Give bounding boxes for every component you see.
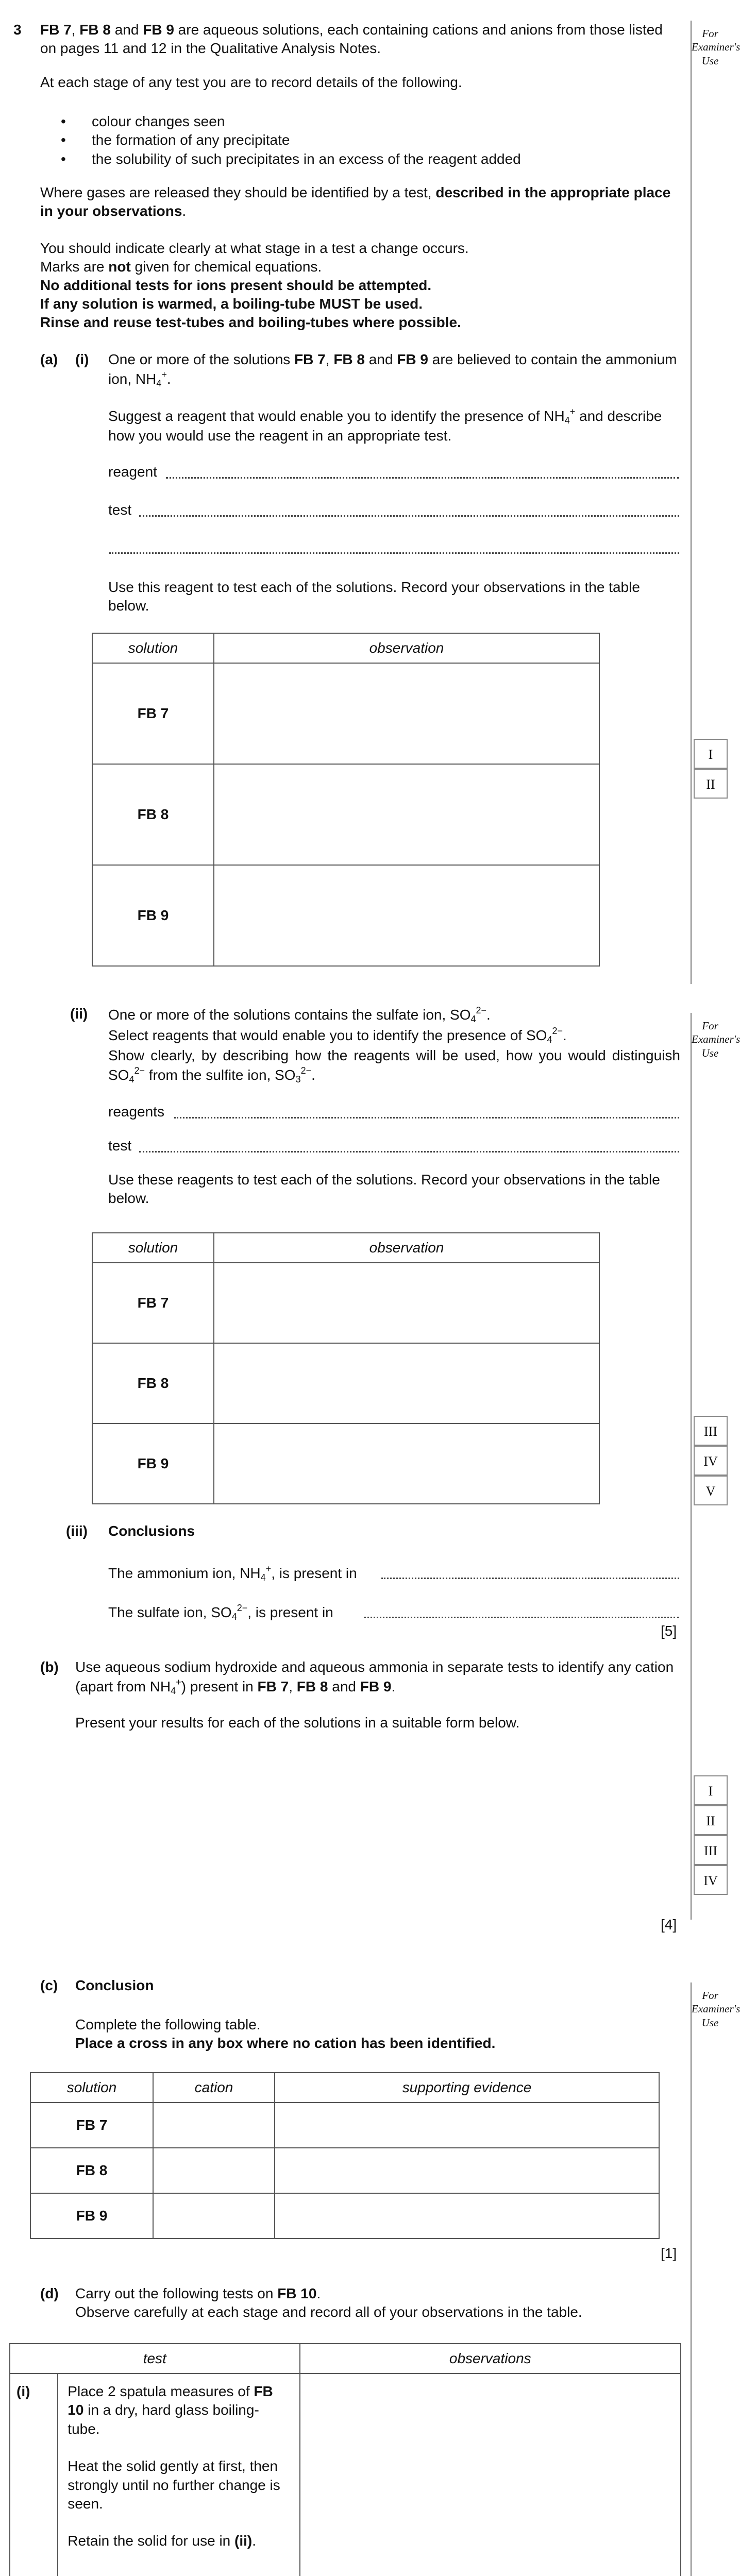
- conclusion-table: [30, 2072, 660, 2239]
- observation-cell[interactable]: [214, 1263, 599, 1343]
- subpart-ii-label: (ii): [70, 1006, 88, 1022]
- marks-not: not: [108, 259, 131, 275]
- col-solution: solution: [30, 2073, 153, 2103]
- intro-part: ,: [71, 22, 80, 38]
- subscript: 4: [260, 1572, 266, 1583]
- txt: FB 8: [296, 1679, 328, 1695]
- part-a-i-text: [108, 350, 680, 390]
- ammonium-answer-line[interactable]: [381, 1578, 679, 1579]
- col-supporting-evidence: supporting evidence: [275, 2073, 659, 2103]
- txt: , is present in: [271, 1565, 357, 1581]
- intro-part: are aqueous solutions, each containing cations and anions from those listed on pages 11 and 12 in the Qualitative Analysis Notes.: [40, 22, 663, 57]
- txt: .: [252, 2533, 257, 2549]
- examiner-use-label: [692, 1989, 740, 2029]
- evidence-cell[interactable]: [275, 2193, 659, 2239]
- superscript: +: [176, 1677, 181, 1688]
- record-instruction: At each stage of any test you are to record details of the following.: [40, 74, 462, 90]
- txt: FB 8: [333, 351, 365, 367]
- fb10-tests-table: [9, 2343, 681, 2576]
- part-c-title: Conclusion: [75, 1977, 154, 1993]
- conclusions-heading: Conclusions: [108, 1523, 195, 1539]
- ii-line2: Select reagents that would enable you to identify the presence of $SO_4^{2-}$.: [108, 1026, 567, 1045]
- instruction-para: [68, 2382, 290, 2438]
- observation-cell[interactable]: [214, 1343, 599, 1423]
- mark-box[interactable]: II: [694, 1805, 728, 1835]
- txt: and: [365, 351, 397, 367]
- part-b-text: [75, 1658, 681, 1698]
- part-a-label: (a): [40, 351, 58, 367]
- instruction-para: Heat the solid gently at first, then strongly until no further change is seen.: [68, 2458, 280, 2512]
- row-label: FB 8: [92, 1343, 214, 1423]
- question-intro: [40, 21, 679, 58]
- txt: ,: [325, 351, 334, 367]
- row-label: FB 7: [92, 1263, 214, 1343]
- row-label: FB 7: [92, 663, 214, 764]
- subscript: 4: [470, 1014, 476, 1024]
- examiner-label-line: For: [702, 1020, 718, 1032]
- txt: Suggest a reagent that would enable you to identify the presence of NH: [108, 408, 565, 424]
- part-c-complete: Complete the following table.: [75, 2016, 261, 2032]
- txt: Select reagents that would enable you to identify the presence of SO: [108, 1027, 547, 1044]
- txt: The sulfate ion, SO: [108, 1604, 232, 1620]
- txt: FB 9: [360, 1679, 392, 1695]
- superscript: +: [569, 406, 576, 417]
- superscript: +: [265, 1564, 272, 1574]
- reagent-label: reagent: [108, 464, 157, 480]
- col-test: test: [10, 2344, 300, 2374]
- mark-box[interactable]: IV: [694, 1865, 728, 1895]
- reagent-answer-line[interactable]: [166, 477, 679, 479]
- intro-part: FB 9: [143, 22, 174, 38]
- subscript: 4: [231, 1612, 237, 1622]
- cation-cell[interactable]: [153, 2193, 275, 2239]
- col-observation: observation: [214, 633, 599, 663]
- intro-part: FB 8: [79, 22, 111, 38]
- margin-rule: [691, 1982, 692, 2576]
- sulfate-answer-line[interactable]: [364, 1617, 679, 1618]
- ii-line1: One or more of the solutions contains the sulfate ion, $SO_4^{2-}$.: [108, 1005, 491, 1024]
- col-solution: solution: [92, 1233, 214, 1263]
- test-answer-line[interactable]: [109, 552, 679, 554]
- row-label: FB 8: [30, 2148, 153, 2193]
- subscript: 4: [129, 1074, 134, 1085]
- question-number: 3: [13, 22, 22, 38]
- subscript: 4: [564, 415, 570, 426]
- examiner-label-line: Use: [701, 54, 719, 67]
- mark-box[interactable]: II: [694, 769, 728, 799]
- reagents-label: reagents: [108, 1104, 164, 1120]
- subscript: 3: [295, 1074, 301, 1085]
- suggest-text: [108, 406, 680, 446]
- test-label: test: [108, 1138, 132, 1154]
- observation-cell[interactable]: [214, 663, 599, 764]
- margin-rule: [691, 1013, 692, 1920]
- evidence-cell[interactable]: [275, 2103, 659, 2148]
- txt: FB 10: [277, 2285, 317, 2301]
- subscript: 4: [171, 1686, 176, 1697]
- record-bullets: [40, 112, 659, 168]
- txt: Use aqueous sodium hydroxide and aqueous ammonia in separate tests to identify any cation (apart from NH: [75, 1659, 674, 1695]
- ammonium-results-table: [92, 633, 600, 967]
- gases-text: Where gases are released they should be identified by a test,: [40, 184, 436, 200]
- cation-cell[interactable]: [153, 2148, 275, 2193]
- row-label: FB 9: [92, 865, 214, 966]
- examiner-use-label: [692, 1019, 740, 1060]
- row-label: [10, 2374, 58, 2576]
- examiner-label-line: Use: [701, 1046, 719, 1059]
- subpart-i-label: (i): [75, 351, 89, 367]
- examiner-label-line: Examiner's: [692, 41, 740, 54]
- marks-note: [40, 258, 322, 276]
- bullet-item: • colour changes seen: [40, 112, 659, 131]
- row-label: FB 9: [30, 2193, 153, 2239]
- examiner-label-line: For: [702, 27, 718, 40]
- part-d-text2: Observe carefully at each stage and record all of your observations in the table.: [75, 2304, 582, 2320]
- txt: One or more of the solutions contains the sulfate ion, SO: [108, 1007, 471, 1023]
- bullet-item: • the formation of any precipitate: [40, 131, 659, 149]
- subscript: 4: [156, 378, 162, 389]
- instruction-bold: If any solution is warmed, a boiling-tube MUST be used.: [40, 296, 423, 312]
- observation-cell[interactable]: [214, 1423, 599, 1504]
- observation-cell[interactable]: [300, 2374, 681, 2576]
- part-b-answer-area[interactable]: [75, 1747, 678, 1901]
- ii-line3: Show clearly, by describing how the reagents will be used, how you would distinguish $SO_4^{2-}$ from the sulfite ion, $SO_3^{2-}$.: [108, 1047, 680, 1085]
- txt: .: [166, 371, 171, 387]
- mark-box[interactable]: V: [694, 1476, 728, 1505]
- reagents-answer-line[interactable]: [174, 1117, 679, 1118]
- col-observation: observation: [214, 1233, 599, 1263]
- superscript: 2−: [552, 1026, 563, 1037]
- gases-end: .: [182, 203, 187, 219]
- sulfate-results-table: [92, 1232, 600, 1504]
- col-solution: solution: [92, 633, 214, 663]
- txt: .: [391, 1679, 396, 1695]
- txt: ) present in: [181, 1679, 258, 1695]
- examiner-use-label: [692, 27, 740, 67]
- txt: , is present in: [247, 1604, 333, 1620]
- txt: FB 9: [397, 351, 428, 367]
- superscript: 2−: [134, 1065, 145, 1076]
- marks-b: [4]: [661, 1917, 677, 1933]
- test-label: test: [108, 502, 132, 518]
- cation-cell[interactable]: [153, 2103, 275, 2148]
- intro-part: and: [110, 22, 143, 38]
- test-instructions: [58, 2374, 299, 2576]
- part-c-label: (c): [40, 1977, 58, 1993]
- txt: One or more of the solutions: [108, 351, 295, 367]
- ammonium-conclusion: [108, 1563, 357, 1584]
- mark-box[interactable]: III: [694, 1835, 728, 1865]
- part-b-label: (b): [40, 1659, 59, 1675]
- use-reagent-text: Use this reagent to test each of the solutions. Record your observations in the table below.: [108, 579, 640, 614]
- gases-instruction: [40, 183, 679, 221]
- txt: Place 2 spatula measures of: [68, 2383, 254, 2399]
- examiner-label-line: For: [702, 1989, 718, 2002]
- part-a-ii-text: [108, 1005, 680, 1086]
- txt: (ii): [234, 2533, 253, 2549]
- row-label: FB 7: [30, 2103, 153, 2148]
- superscript: 2−: [300, 1065, 312, 1076]
- part-c-cross: Place a cross in any box where no cation has been identified.: [75, 2035, 496, 2051]
- row-label: FB 8: [92, 764, 214, 865]
- superscript: 2−: [476, 1005, 487, 1015]
- txt: and describe how you would use the reagent in an appropriate test.: [108, 408, 662, 444]
- txt: Retain the solid for use in: [68, 2533, 235, 2549]
- txt: and: [328, 1679, 360, 1695]
- txt: in a dry, hard glass boiling-tube.: [68, 2402, 259, 2437]
- indicate-instruction: You should indicate clearly at what stage in a test a change occurs.: [40, 240, 469, 256]
- marks-pre: Marks are: [40, 259, 109, 275]
- bullet-item: • the solubility of such precipitates in an excess of the reagent added: [40, 150, 659, 168]
- observation-cell[interactable]: [214, 865, 599, 966]
- subpart-iii-label: (iii): [66, 1523, 88, 1539]
- margin-rule: [691, 21, 692, 984]
- sulfate-conclusion: [108, 1602, 333, 1623]
- marks-a: [5]: [661, 1623, 677, 1639]
- txt: FB 7: [257, 1679, 289, 1695]
- test-answer-line[interactable]: [139, 1151, 679, 1153]
- mark-box[interactable]: IV: [694, 1446, 728, 1476]
- txt: FB 7: [294, 351, 326, 367]
- subscript: 4: [547, 1035, 552, 1045]
- test-answer-line[interactable]: [139, 515, 679, 517]
- row-label: FB 9: [92, 1423, 214, 1504]
- txt: from the sulfite ion, SO: [145, 1067, 296, 1083]
- txt: Show clearly, by describing how the reagents will be used, how you would distinguish SO: [108, 1047, 680, 1083]
- instruction-bold: Rinse and reuse test-tubes and boiling-tubes where possible.: [40, 314, 461, 330]
- examiner-label-line: Use: [701, 2016, 719, 2029]
- instruction-para: [68, 2532, 290, 2550]
- intro-part: FB 7: [40, 22, 72, 38]
- superscript: +: [161, 369, 167, 380]
- use-reagents-text: Use these reagents to test each of the solutions. Record your observations in the table below.: [108, 1172, 660, 1207]
- col-cation: cation: [153, 2073, 275, 2103]
- mark-box[interactable]: I: [694, 739, 728, 769]
- evidence-cell[interactable]: [275, 2148, 659, 2193]
- examiner-label-line: Examiner's: [692, 1033, 740, 1046]
- part-b-present: Present your results for each of the solutions in a suitable form below.: [75, 1715, 520, 1731]
- observation-cell[interactable]: [214, 764, 599, 865]
- txt: ,: [289, 1679, 297, 1695]
- txt: Carry out the following tests on: [75, 2285, 278, 2301]
- examiner-label-line: Examiner's: [692, 2003, 740, 2015]
- mark-box[interactable]: III: [694, 1416, 728, 1446]
- txt: (i): [16, 2383, 30, 2399]
- txt: .: [316, 2285, 321, 2301]
- txt: are believed to contain the ammonium ion, NH: [108, 351, 677, 387]
- mark-box[interactable]: I: [694, 1775, 728, 1805]
- gases-bold: described in the appropriate place in your observations: [40, 184, 671, 219]
- txt: The ammonium ion, NH: [108, 1565, 261, 1581]
- part-d-label: (d): [40, 2285, 59, 2301]
- marks-post: given for chemical equations.: [130, 259, 322, 275]
- txt: FB 10: [68, 2383, 273, 2418]
- instruction-bold: No additional tests for ions present should be attempted.: [40, 277, 432, 293]
- marks-c: [1]: [661, 2245, 677, 2261]
- superscript: 2−: [237, 1603, 248, 1613]
- col-observations: observations: [300, 2344, 681, 2374]
- part-d-text1: [75, 2284, 321, 2303]
